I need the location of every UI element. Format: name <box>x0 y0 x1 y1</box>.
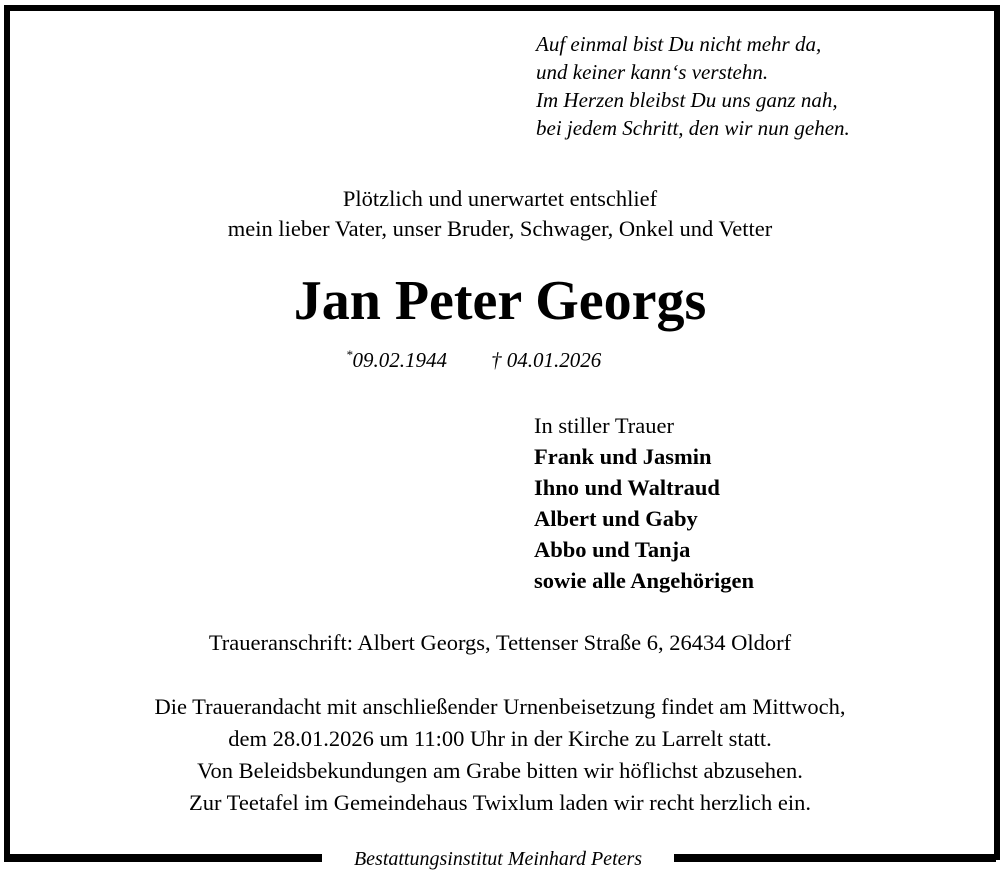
service-line: dem 28.01.2026 um 11:00 Uhr in der Kirche zu Larrelt statt. <box>228 726 772 751</box>
poem <box>536 30 850 142</box>
service-line: Von Beleidsbekundungen am Grabe bitten wir höflichst abzusehen. <box>197 758 803 783</box>
funeral-home-name: Bestattungsinstitut Meinhard Peters <box>353 848 643 870</box>
deceased-name: Jan Peter Georgs <box>293 270 707 332</box>
intro-line: Plötzlich und unerwartet entschlief <box>342 186 658 211</box>
mourner-name: sowie alle Angehörigen <box>534 568 754 593</box>
death-date: 04.01.2026 <box>506 348 602 372</box>
birth-symbol: * <box>346 347 353 362</box>
intro-text <box>0 184 1000 244</box>
service-line: Zur Teetafel im Gemeindehaus Twixlum laden wir recht herzlich ein. <box>188 790 812 815</box>
mourner-name: Ihno und Waltraud <box>534 475 720 500</box>
footer-rule-right <box>674 854 996 862</box>
mourners-heading: In stiller Trauer <box>534 413 674 438</box>
service-info <box>0 691 1000 819</box>
mourners-block <box>534 410 754 596</box>
footer-rule-left <box>4 854 322 862</box>
death-symbol: † <box>491 348 502 372</box>
poem-line: bei jedem Schritt, den wir nun gehen. <box>536 116 850 140</box>
mourning-address: Traueranschrift: Albert Georgs, Tettenser Straße 6, 26434 Oldorf <box>208 630 792 655</box>
mourner-name: Abbo und Tanja <box>534 537 691 562</box>
intro-line: mein lieber Vater, unser Bruder, Schwager, Onkel und Vetter <box>227 216 773 241</box>
mourner-name: Frank und Jasmin <box>534 444 712 469</box>
service-line: Die Trauerandacht mit anschließender Urnenbeisetzung findet am Mittwoch, <box>154 694 846 719</box>
life-dates <box>346 341 601 374</box>
poem-line: Im Herzen bleibst Du uns ganz nah, <box>536 88 838 112</box>
birth-date: 09.02.1944 <box>352 348 447 372</box>
poem-line: und keiner kann‘s verstehn. <box>536 60 769 84</box>
mourner-name: Albert und Gaby <box>534 506 698 531</box>
poem-line: Auf einmal bist Du nicht mehr da, <box>536 32 822 56</box>
